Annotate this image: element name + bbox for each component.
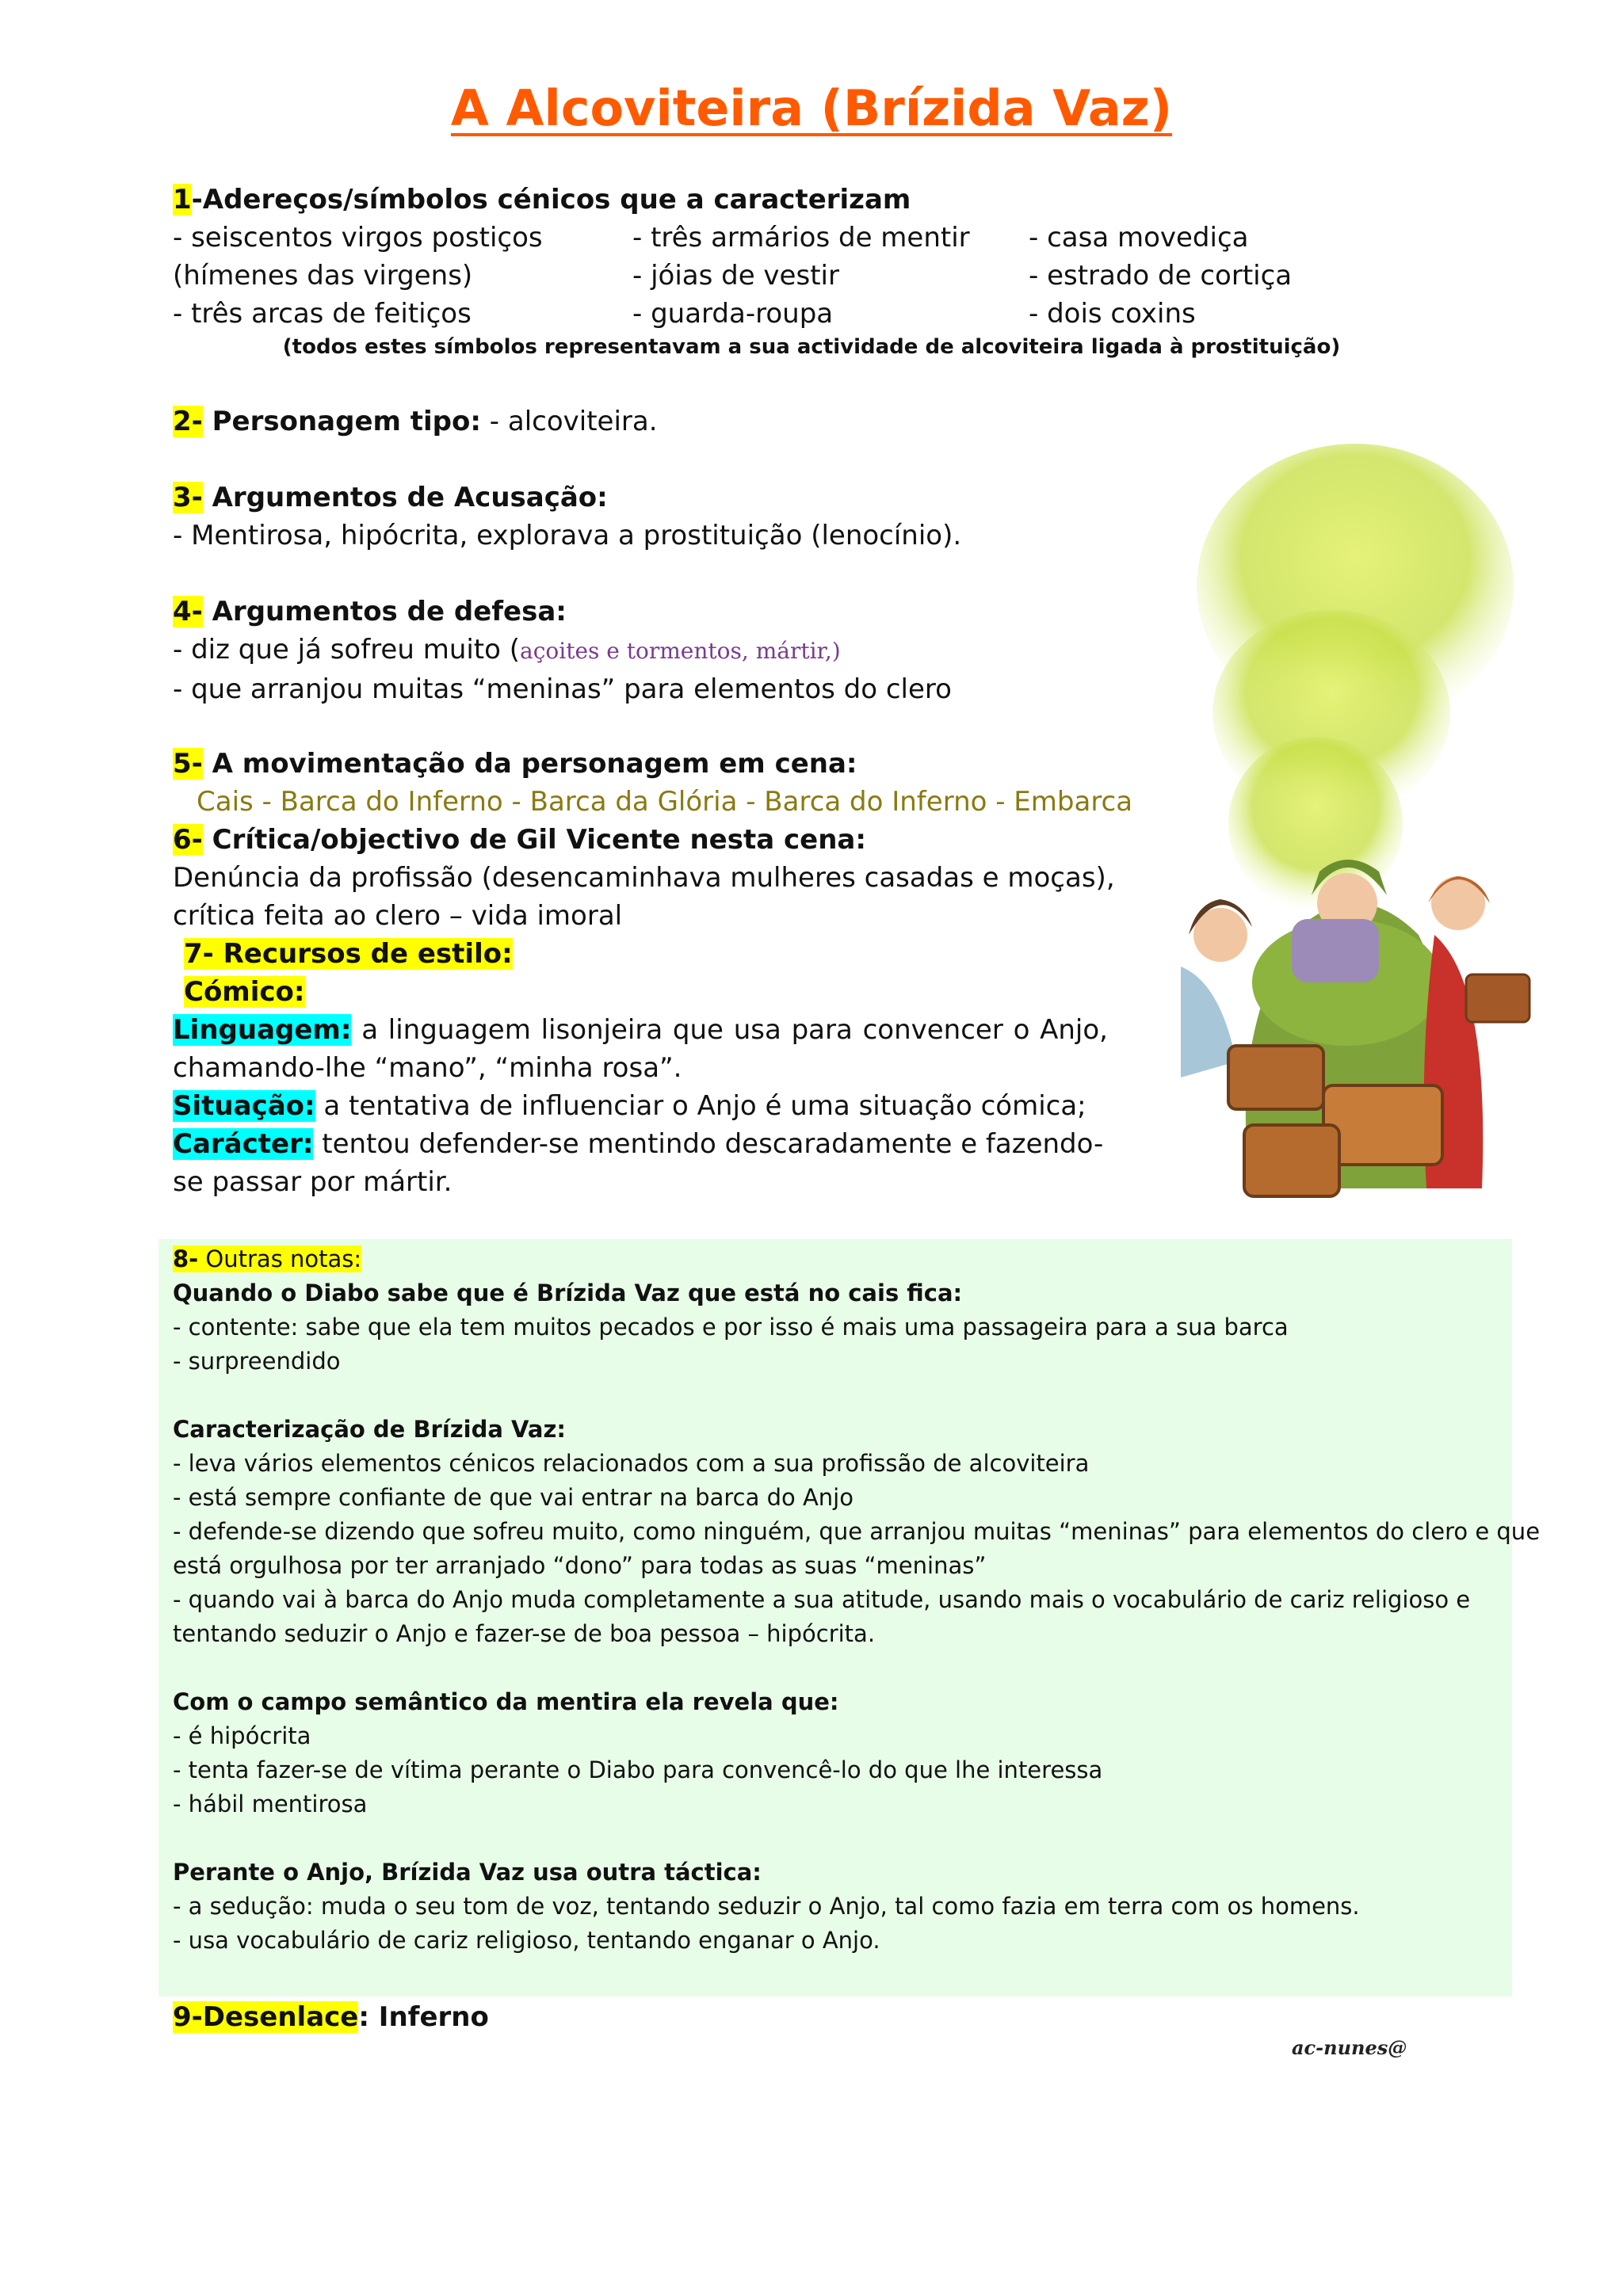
section-4-text: - que arranjou muitas “meninas” para elementos do clero: [173, 673, 952, 705]
section-2-number: 2-: [173, 406, 203, 437]
section-7: [173, 935, 1108, 1201]
props-col-2: [632, 219, 970, 333]
notes-subheading: Quando o Diabo sabe que é Brízida Vaz que está no cais fica:: [173, 1280, 963, 1306]
section-8-number: 8-: [173, 1245, 199, 1272]
list-item: - leva vários elementos cénicos relacionados com a sua profissão de alcoviteira: [173, 1450, 1090, 1477]
list-item: - casa movediça: [1029, 222, 1249, 254]
props-col-3: [1029, 219, 1292, 333]
style-character: [173, 1125, 1108, 1201]
section-3-title: Argumentos de Acusação:: [202, 482, 608, 513]
list-item: - quando vai à barca do Anjo muda completamente a sua atitude, usando mais o vocabulário de cariz religioso e: [173, 1586, 1471, 1613]
list-item: - tenta fazer-se de vítima perante o Diabo para convencê-lo do que lhe interessa: [173, 1756, 1103, 1783]
section-9-label: 9-Desenlace: [173, 2001, 359, 2033]
section-1-title: -Adereços/símbolos cénicos que a caracterizam: [191, 184, 911, 215]
section-6: [173, 821, 1115, 935]
section-5-title: A movimentação da personagem em cena:: [202, 748, 857, 780]
list-item: (hímenes das virgens): [173, 260, 473, 292]
section-2-title: Personagem tipo:: [202, 406, 481, 437]
list-item: - três arcas de feitiços: [173, 298, 472, 330]
section-9-text: : Inferno: [358, 2001, 489, 2033]
notes-subheading: Perante o Anjo, Brízida Vaz usa outra táctica:: [173, 1859, 762, 1886]
list-item: - a sedução: muda o seu tom de voz, tentando seduzir o Anjo, tal como fazia em terra com os homens.: [173, 1893, 1360, 1920]
section-9: [173, 1998, 489, 2036]
list-item: - surpreendido: [173, 1348, 341, 1375]
list-item: - contente: sabe que ela tem muitos pecados e por isso é mais uma passageira para a sua barca: [173, 1314, 1289, 1341]
section-2: [173, 402, 658, 441]
notes-subheading: Com o campo semântico da mentira ela revela que:: [173, 1688, 839, 1715]
section-3-number: 3-: [173, 482, 203, 513]
section-4-title: Argumentos de defesa:: [202, 596, 567, 627]
list-item: - estrado de cortiça: [1029, 260, 1293, 292]
situation-text: a tentativa de influenciar o Anjo é uma situação cómica;: [315, 1090, 1086, 1122]
section-4: [173, 593, 952, 708]
style-situation: [173, 1087, 1108, 1125]
section-2-text: - alcoviteira.: [480, 406, 658, 437]
section-3: [173, 479, 961, 555]
list-item: - hábil mentirosa: [173, 1791, 368, 1817]
notes-subheading: Caracterização de Brízida Vaz:: [173, 1416, 566, 1443]
language-text: a linguagem lisonjeira que usa para convencer o Anjo, chamando-lhe “mano”, “minha rosa”.: [173, 1014, 1108, 1084]
author-signature: ac-nunes@: [1292, 2036, 1407, 2059]
section-6-title: Crítica/objectivo de Gil Vicente nesta cena:: [202, 824, 866, 856]
section-1-number: 1: [173, 184, 192, 215]
props-note: (todos estes símbolos representavam a sua actividade de alcoviteira ligada à prostituição): [282, 335, 1341, 359]
page-title: A Alcoviteira (Brízida Vaz): [450, 79, 1173, 137]
list-item: - é hipócrita: [173, 1722, 311, 1749]
section-5-number: 5-: [173, 748, 203, 780]
section-6-text: Denúncia da profissão (desencaminhava mulheres casadas e moças),: [173, 862, 1115, 894]
language-label: Linguagem:: [173, 1014, 352, 1046]
list-item: - usa vocabulário de cariz religioso, tentando enganar o Anjo.: [173, 1927, 880, 1954]
list-item: está orgulhosa por ter arranjado “dono” para todas as suas “meninas”: [173, 1552, 987, 1579]
section-4-number: 4-: [173, 596, 203, 627]
character-label: Carácter:: [173, 1128, 314, 1160]
list-item: - está sempre confiante de que vai entrar na barca do Anjo: [173, 1484, 854, 1511]
list-item: - defende-se dizendo que sofreu muito, como ninguém, que arranjou muitas “meninas” para elementos do clero e que: [173, 1518, 1541, 1545]
section-7-title: 7- Recursos de estilo:: [184, 938, 513, 970]
list-item: - guarda-roupa: [632, 298, 834, 330]
list-item: - dois coxins: [1029, 298, 1196, 330]
list-item: - três armários de mentir: [632, 222, 970, 254]
section-6-number: 6-: [173, 824, 203, 856]
section-4-aside: açoites e tormentos, mártir,): [520, 638, 841, 664]
section-8: [173, 1242, 1541, 1958]
props-col-1: [173, 219, 543, 333]
section-5-text: Cais - Barca do Inferno - Barca da Glória - Barca do Inferno - Embarca: [197, 786, 1133, 818]
list-item: - jóias de vestir: [632, 260, 839, 292]
section-6-text: crítica feita ao clero – vida imoral: [173, 900, 623, 932]
section-1-heading: [173, 181, 911, 219]
list-item: - seiscentos virgos postiços: [173, 222, 543, 254]
list-item: tentando seduzir o Anjo e fazer-se de boa pessoa – hipócrita.: [173, 1620, 876, 1647]
section-3-text: - Mentirosa, hipócrita, explorava a prostituição (lenocínio).: [173, 520, 962, 551]
character-text: tentou defender-se mentindo descaradamente e fazendo-se passar por mártir.: [173, 1128, 1104, 1198]
section-5: [173, 745, 1132, 821]
alcoviteira-illustration: [1133, 428, 1609, 1220]
situation-label: Situação:: [173, 1090, 315, 1122]
section-4-text: - diz que já sofreu muito (: [173, 634, 521, 666]
section-7-subtitle: Cómico:: [184, 976, 305, 1008]
section-8-title: Outras notas:: [198, 1245, 362, 1272]
style-language: [173, 1011, 1108, 1087]
